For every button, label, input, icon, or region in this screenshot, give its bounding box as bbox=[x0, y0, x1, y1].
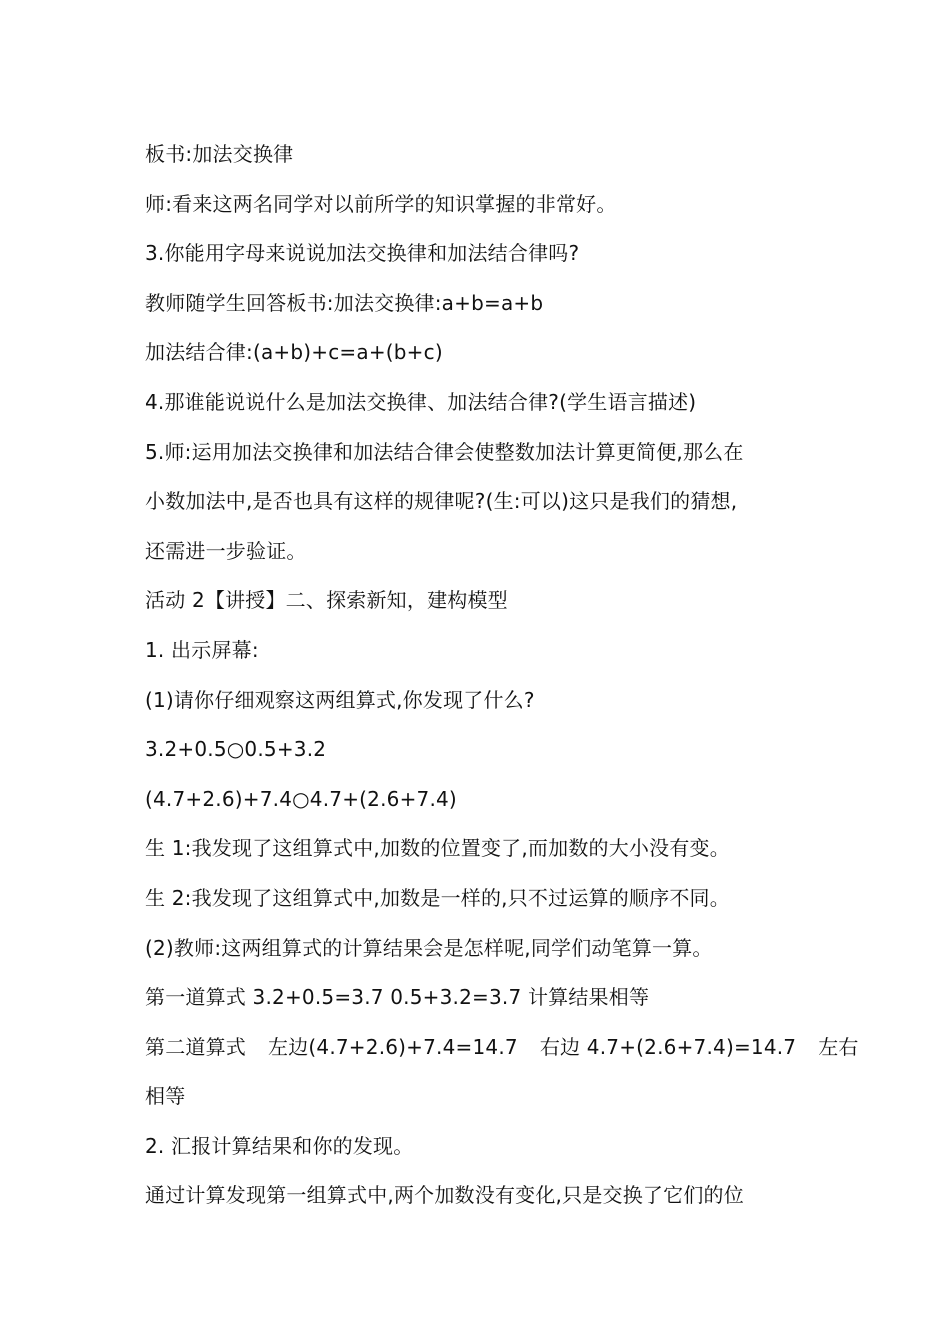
text-line: 4.那谁能说说什么是加法交换律、加法结合律?(学生语言描述) bbox=[145, 389, 697, 414]
text-line: 还需进一步验证。 bbox=[145, 538, 307, 563]
text-segment: 左右 bbox=[818, 1034, 859, 1059]
text-line: 相等 bbox=[145, 1084, 186, 1109]
text-line: 师:看来这两名同学对以前所学的知识掌握的非常好。 bbox=[145, 191, 617, 216]
text-line: 第一道算式 3.2+0.5=3.7 0.5+3.2=3.7 计算结果相等 bbox=[145, 985, 650, 1010]
text-segment: 左边(4.7+2.6)+7.4=14.7 bbox=[268, 1034, 518, 1059]
text-line: 3.你能用字母来说说加法交换律和加法结合律吗? bbox=[145, 241, 580, 266]
text-line: 加法结合律:(a+b)+c=a+(b+c) bbox=[145, 340, 443, 365]
text-line: 通过计算发现第一组算式中,两个加数没有变化,只是交换了它们的位 bbox=[145, 1183, 744, 1208]
text-line bbox=[145, 1023, 859, 1073]
text-line: 1. 出示屏幕: bbox=[145, 637, 259, 662]
text-line: 5.师:运用加法交换律和加法结合律会使整数加法计算更简便,那么在 bbox=[145, 439, 744, 464]
section-heading: 活动 2【讲授】二、探索新知，建构模型 bbox=[145, 588, 508, 613]
text-line: (1)请你仔细观察这两组算式,你发现了什么? bbox=[145, 687, 535, 712]
text-line: 生 2:我发现了这组算式中,加数是一样的,只不过运算的顺序不同。 bbox=[145, 885, 730, 910]
text-segment: 第二道算式 bbox=[145, 1034, 246, 1059]
document-body bbox=[145, 130, 859, 1221]
text-line: (2)教师:这两组算式的计算结果会是怎样呢,同学们动笔算一算。 bbox=[145, 935, 713, 960]
formula-line: 3.2+0.5○0.5+3.2 bbox=[145, 737, 327, 762]
text-segment: 右边 4.7+(2.6+7.4)=14.7 bbox=[539, 1034, 797, 1059]
text-line: 小数加法中,是否也具有这样的规律呢?(生:可以)这只是我们的猜想, bbox=[145, 489, 738, 514]
text-line: 2. 汇报计算结果和你的发现。 bbox=[145, 1133, 414, 1158]
formula-line: (4.7+2.6)+7.4○4.7+(2.6+7.4) bbox=[145, 786, 457, 811]
text-line: 板书:加法交换律 bbox=[145, 142, 294, 166]
text-line: 生 1:我发现了这组算式中,加数的位置变了,而加数的大小没有变。 bbox=[145, 836, 730, 861]
text-line: 教师随学生回答板书:加法交换律:a+b=a+b bbox=[145, 290, 544, 315]
